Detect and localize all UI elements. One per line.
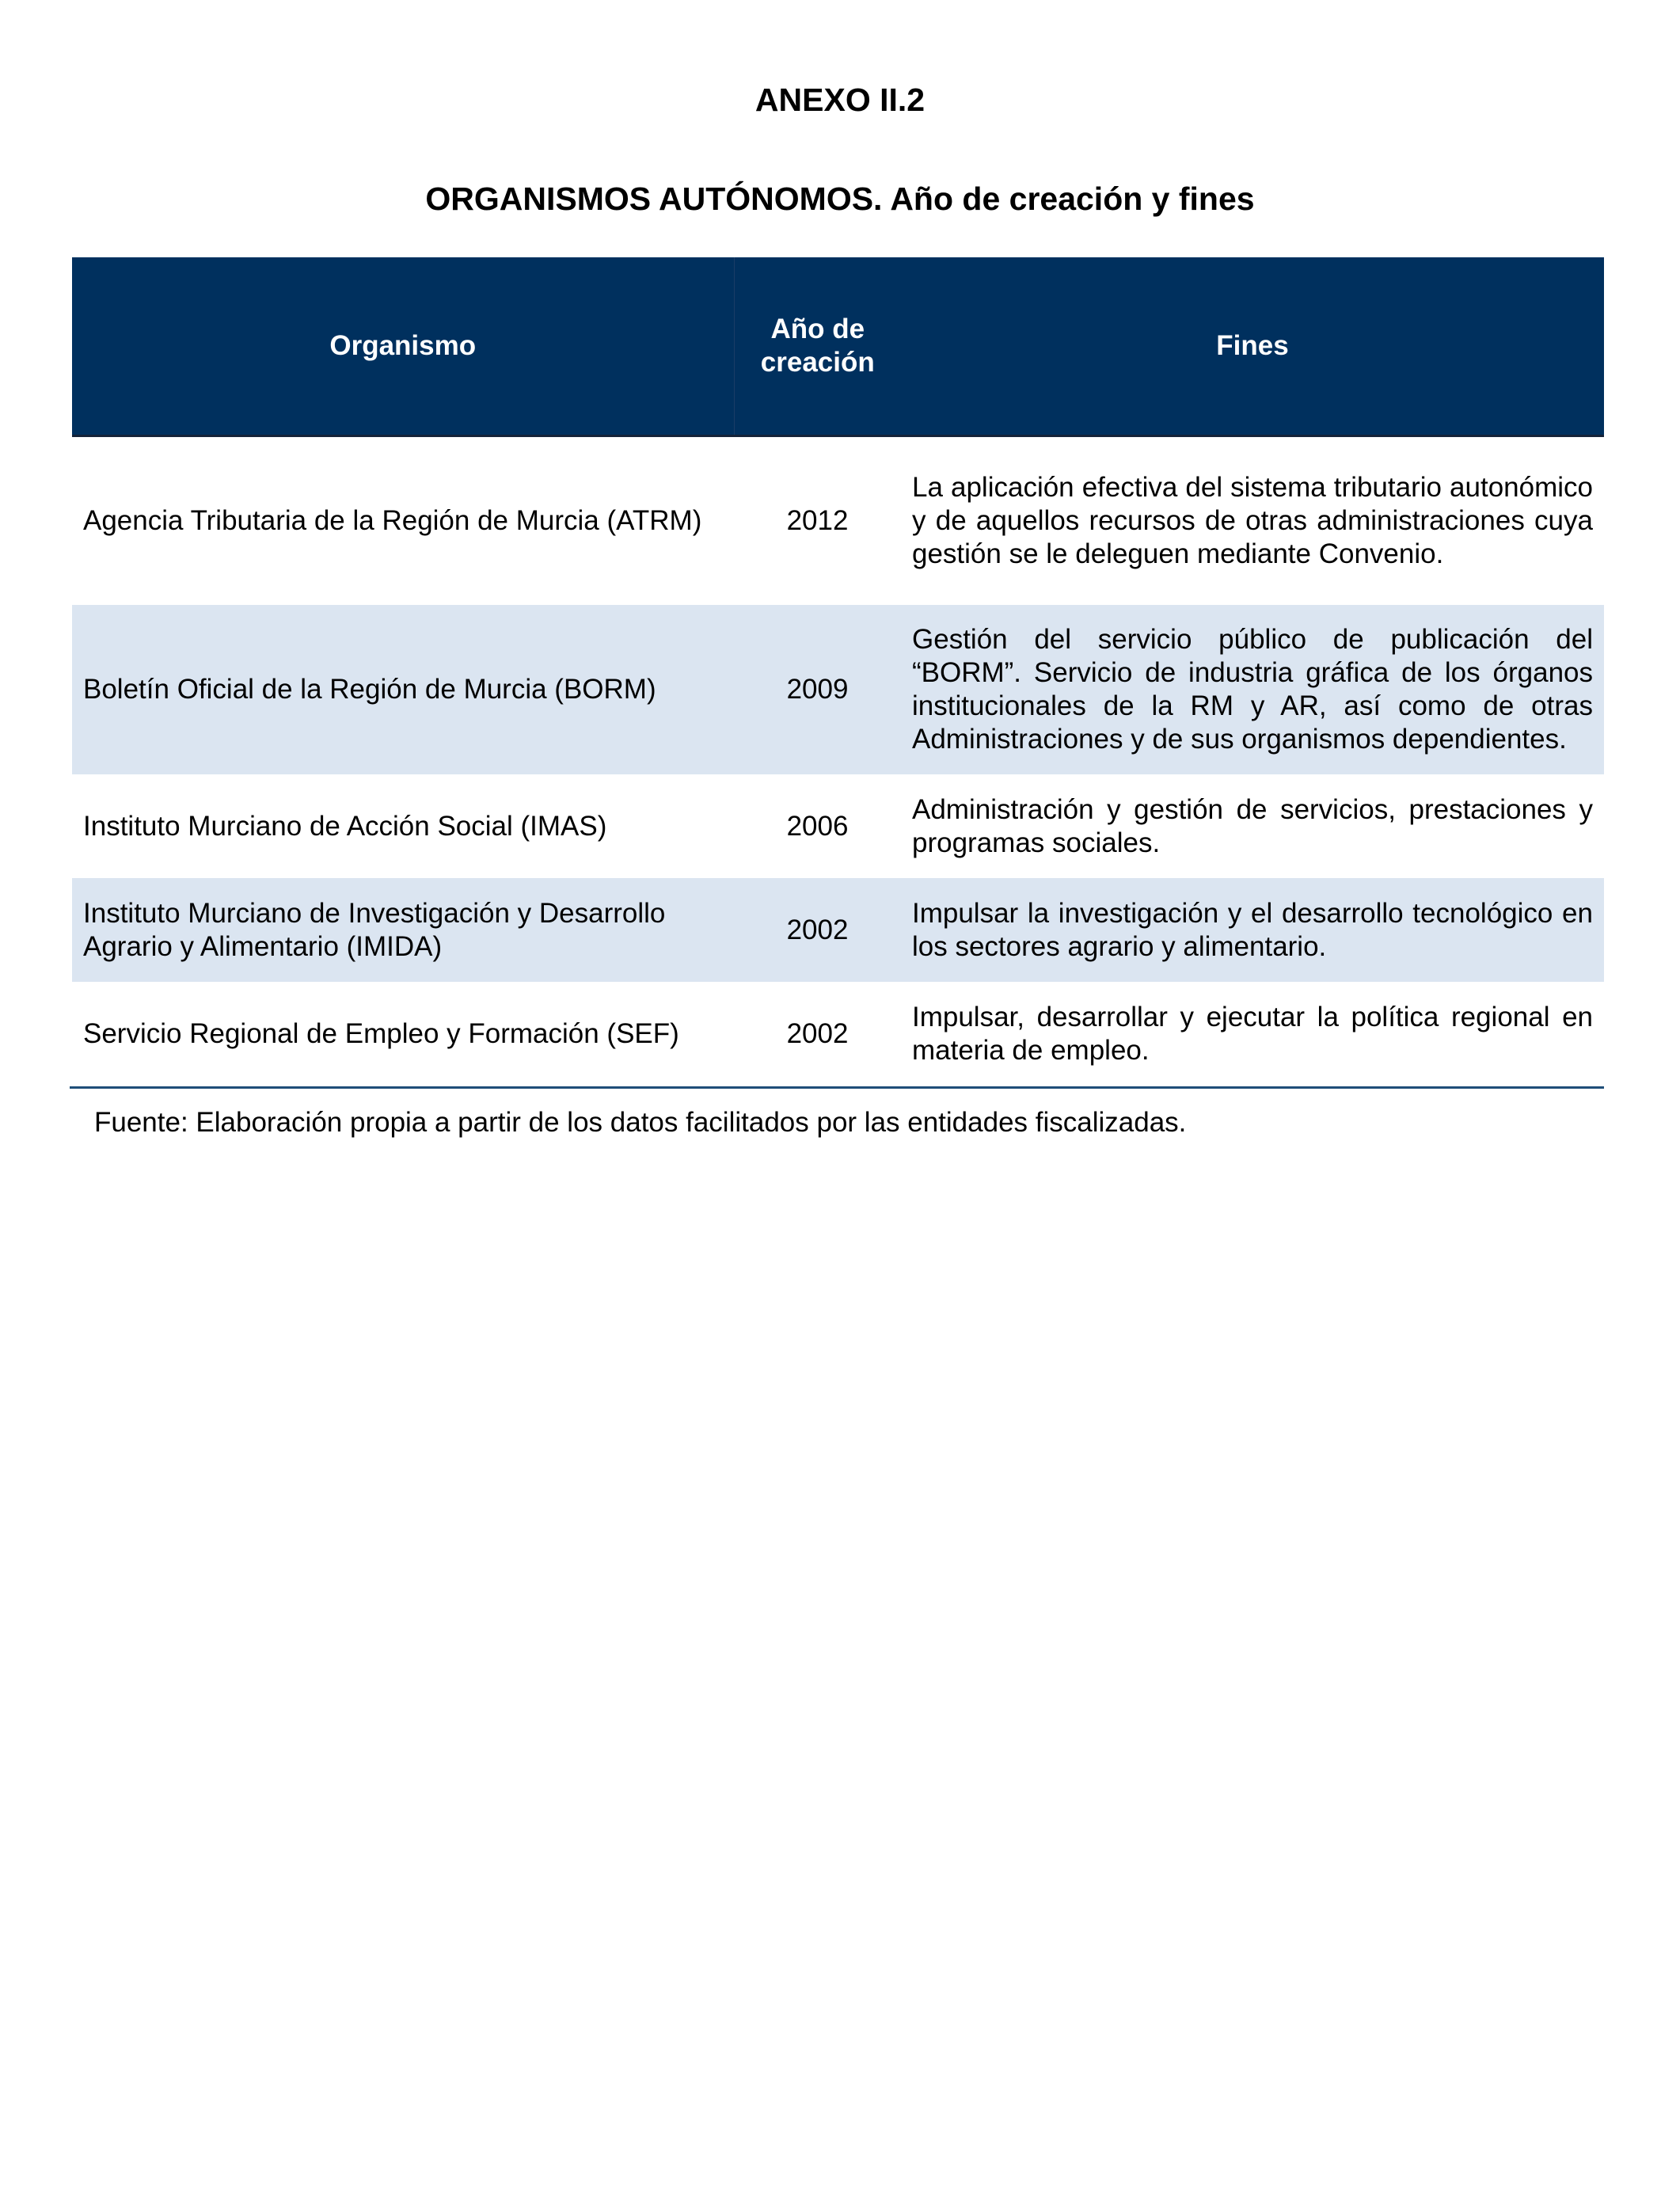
cell-fines: Impulsar, desarrollar y ejecutar la política regional en materia de empleo.: [912, 1001, 1593, 1066]
table-header-row: [72, 257, 1604, 435]
header-fines: Fines: [901, 257, 1604, 435]
cell-anio: 2002: [786, 1017, 849, 1049]
table-row: [72, 605, 1604, 774]
table-bottom-rule: [70, 1086, 1604, 1089]
header-anio-creacion: Año de creación: [734, 257, 901, 435]
cell-anio: 2002: [786, 914, 849, 945]
page-title: ORGANISMOS AUTÓNOMOS. Año de creación y fines: [425, 181, 1255, 217]
table-row: [72, 878, 1604, 982]
cell-fines: Administración y gestión de servicios, prestaciones y programas sociales.: [912, 793, 1593, 858]
cell-anio: 2006: [786, 810, 849, 842]
cell-fines: La aplicación efectiva del sistema tributario autonómico y de aquellos recursos de otras administraciones cuya gestión se le deleguen mediante Convenio.: [912, 471, 1593, 569]
header-organismo: Organismo: [72, 257, 734, 435]
cell-fines: Impulsar la investigación y el desarrollo tecnológico en los sectores agrario y alimentario.: [912, 897, 1593, 962]
table-row: [72, 982, 1604, 1086]
table-row: [72, 774, 1604, 878]
organisms-table: [72, 257, 1604, 1086]
source-note: Fuente: Elaboración propia a partir de los datos facilitados por las entidades fiscalizadas.: [94, 1107, 1187, 1138]
cell-organismo: Instituto Murciano de Investigación y Desarrollo Agrario y Alimentario (IMIDA): [83, 897, 666, 962]
cell-organismo: Instituto Murciano de Acción Social (IMAS): [83, 810, 607, 842]
cell-organismo: Agencia Tributaria de la Región de Murcia (ATRM): [83, 504, 702, 536]
cell-organismo: Servicio Regional de Empleo y Formación (SEF): [83, 1017, 679, 1049]
cell-organismo: Boletín Oficial de la Región de Murcia (BORM): [83, 674, 656, 705]
annex-title: ANEXO II.2: [754, 82, 926, 118]
cell-anio: 2012: [786, 504, 849, 536]
cell-anio: 2009: [786, 674, 849, 705]
cell-fines: Gestión del servicio público de publicación del “BORM”. Servicio de industria gráfica de los órganos institucionales de la RM y AR, así como de otras Administraciones y de sus organismos dependientes.: [912, 624, 1593, 755]
table-row: [72, 435, 1604, 605]
